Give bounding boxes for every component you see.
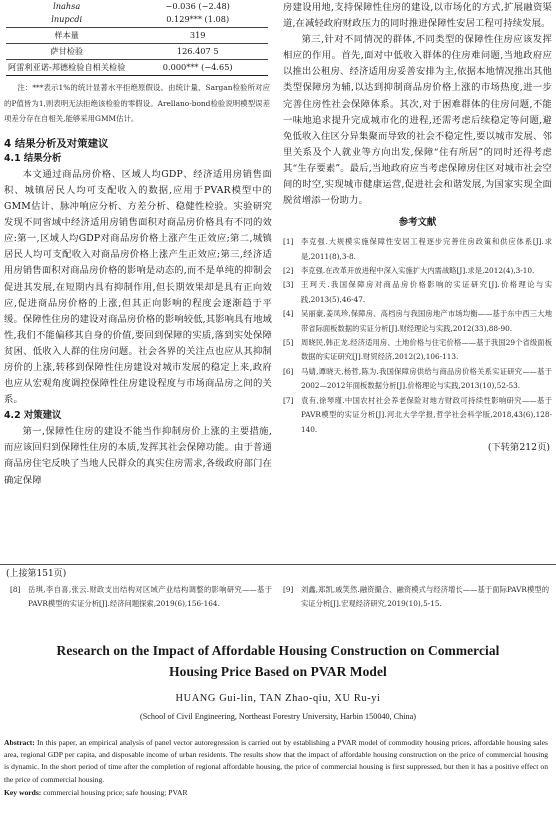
subsection-heading-results: 4.1 结果分析	[4, 152, 62, 164]
table-row	[6, 60, 268, 76]
table-cell-value: 126.407 5	[127, 44, 268, 60]
gmm-results-table	[6, 0, 268, 76]
reference-text: 王珂天.我国保障房对商品房价格影响的实证研究[J].价格理论与实践,2013(5),46-47.	[301, 280, 552, 304]
reference-text: 李克强.大规模实施保障性安居工程逐步完善住房政策和供应体系[J].求是,2011(8),3-8.	[301, 237, 552, 261]
english-abstract-block	[0, 640, 556, 799]
table-row	[6, 28, 268, 44]
table-cell-label: lnahsa	[53, 1, 81, 11]
reference-item	[283, 365, 552, 394]
reference-item	[283, 336, 552, 365]
reference-item	[283, 264, 552, 278]
reference-number: [1]	[283, 237, 294, 247]
reference-text: 马婧,谭晓天,杨哲,陈为.我国保障房供给与商品房价格关系实证研究——基于2002—2012年面板数据分析[J].价格理论与实践,2013(10),52-53.	[301, 366, 552, 391]
table-cell-value: 319	[127, 28, 268, 44]
table-row	[6, 12, 268, 28]
english-title-line: Housing Price Based on PVAR Model	[169, 664, 387, 679]
table-cell-label: lnupcdi	[51, 14, 83, 25]
table-cell-value: 0.000*** (−4.65)	[127, 60, 268, 76]
reference-text: 吴丽豪,姜凤珍,保障房、高档房与我国房地产市场均衡——基于东中西三大地带省际面板数据的实证分析[J].财经理论与实践,2012(33),88-90.	[301, 309, 552, 333]
reference-number: [2]	[283, 266, 294, 276]
carry-references-right	[283, 583, 549, 612]
table-cell-value: −0.036 (−2.48)	[165, 1, 230, 11]
reference-item	[10, 583, 272, 612]
reference-text: 岳琪,李自喜,张云.财政支出结构对区域产业结构调整的影响研究——基于PAVR模型的实证分析[J].经济问题探索,2019(6),156-164.	[28, 585, 272, 609]
authors: HUANG Gui-lin, TAN Zhao-qiu, XU Ru-yi	[175, 693, 381, 704]
section-divider	[0, 564, 556, 565]
reference-item	[283, 307, 552, 336]
suggestions-paragraph: 第一,保障性住房的建设不能当作抑制房价上涨的主要措施,而应该回归到保障性住房的本质,发挥其社会保障功能。由于普通商品房住宅反映了当地人民群众的真实住房需求,各级政府部门在确定保障	[4, 426, 272, 486]
reference-number: [9]	[283, 585, 294, 594]
reference-text: 李克强.在改革开放进程中深入实施扩大内需战略[J].求是,2012(4),3-10.	[301, 266, 535, 276]
reference-number: [3]	[283, 280, 294, 290]
table-row	[6, 44, 268, 60]
affiliation: (School of Civil Engineering, Northeast Forestry University, Harbin 150040, China)	[140, 712, 416, 721]
abstract	[4, 737, 548, 786]
reference-number: [5]	[283, 338, 294, 348]
reference-text: 袁有,徐琴瑾.中国农村社会养老保险对地方财政可持续性影响研究——基于PAVR模型的实证分析[J].河北大学学报,哲学社会科学版,2018,43(6),128-140.	[301, 395, 552, 434]
reference-item	[283, 583, 549, 612]
reference-text: 刘鑫,郑凯,戚笑然.融资撮合、融资模式与经济增长——基于面际PAVR模型的实证分析[J].宏观经济研究,2019(10),5-15.	[301, 585, 549, 609]
keywords	[4, 787, 548, 799]
keywords-label: Key words:	[4, 787, 42, 797]
results-paragraph: 本文通过商品房价格、区域人均GDP、经济适用房销售面积、城镇居民人均可支配收入的数据,应用于PVAR模型中的GMM估计、脉冲响应分析、方差分析、稳健性检验。实验研究发现不同省域中经济适用房销售面积对商品房价格具有不同的效应:第一,区域人均GDP对商品房价格上涨产生正效应;第二,城镇居民人均可支配收入对商品房价格上涨产生正效应;第三,经济适用房销售面积对商品房价格的影响是动态的,而不是单纯的抑制会促进其发展,在短期内具有抑制作用,但长期效果却是具有正向效应,促进商品房价格的上涨,但其正向影响的程度会逐渐趋于平缓。保障性住房的建设对商品房价格的影响较低,其影响具有地域性,我们不能偏移其自身的价值,要回到保障的实质,落到实处保障贫困、低收入人群的住房问题。社会各界的关注点也应从其抑制房价的上涨,转移到保障性住房建设对城市发展的稳定上来,政府也应从宏观角度调控保障性住房建设程度与市场商品房之间的关系。	[4, 168, 272, 406]
section-heading: 4 结果分析及对策建议	[4, 137, 109, 150]
table-cell-label: 萨甘检验	[6, 44, 127, 60]
english-title-line: Research on the Impact of Affordable Housing Construction on Commercial	[56, 643, 500, 658]
keywords-text: commercial housing price; safe housing; PVAR	[41, 787, 188, 797]
table-note: 注：***表示1%的统计显著水平拒绝原假设。由统计量、Sargan检验所对应的P值皆为1,则表明无法拒绝该检验的零假设。Arellano-bond检验说明模型误差项差分存在自相关,能够采用GMM估计。	[4, 83, 270, 124]
continued-paragraph: 房建设用地,支持保障性住房的建设,以市场化的方式,扩展融资渠道,在减轻政府财政压力的同时推进保障性安居工程可持续发展。	[283, 2, 552, 30]
paragraph-third-point: 第三,针对不同情况的群体,不同类型的保障性住房应该发挥相应的作用。首先,面对中低收入群体的住房难问题,当地政府应以推出公租房、经济适用房妥善安排为主,依据本地情况推出其他类型保障房为辅,以达到抑制商品房价格上涨的市场热度,进一步完善住房性社会保障体系。其次,对于困难群体的住房问题,不能一味地追求提升完成城市化的进程,还需考虑后续稳定等问题,避免低收入住区分异集聚而导致的社会不稳定性,要以城市发展、邻里关系及个人就业等方向出发,保障“住有所居”的同时还得考虑其“生存要素”。最后,当地政府应当考虑保障房住区对城市社会空间的时空,实现城市健康运营,促进社会和谐发展,为国家实现全面脱贫增添一份助力。	[283, 34, 552, 207]
left-column	[4, 0, 272, 489]
english-title	[0, 640, 556, 682]
reference-number: [6]	[283, 366, 294, 376]
carry-references-left	[10, 583, 272, 612]
table-cell-label: 阿雷利亚诺-邦德检验自相关检验	[6, 60, 127, 76]
reference-item	[283, 235, 552, 264]
continued-on-page-note: (下转第212页)	[487, 441, 550, 453]
reference-text: 周晓民,韩正龙.经济适用房、土地价格与住宅价格——基于我国29个省级面板数据的实证研究[J].财贸经济,2012(2),106-113.	[301, 338, 552, 362]
abstract-text: In this paper, an empirical analysis of panel vector autoregression is carried out by establishing a PVAR model of commodity housing prices, affordable housing sales area, regional GDP per capita, and disposable income of urban residents. The results show that the impact of affordable housing construction on the price of commercial housing is dynamic. In the short period of time after the completion of regional affordable housing, the price of commercial housing is first suppressed, but then it has a positive effect on the price of commercial housing.	[4, 738, 548, 784]
reference-number: [7]	[283, 395, 294, 405]
subsection-heading-suggestions: 4.2 对策建议	[4, 410, 62, 422]
reference-number: [8]	[10, 585, 21, 594]
reference-item	[283, 278, 552, 307]
right-column	[283, 0, 552, 456]
reference-item	[283, 394, 552, 437]
references-heading: 参考文献	[398, 217, 437, 229]
table-cell-value: 0.129*** (1.08)	[166, 14, 230, 25]
continued-from-page-note: (上接第151页)	[6, 569, 67, 579]
reference-number: [4]	[283, 309, 294, 319]
table-cell-label: 样本量	[6, 28, 127, 44]
table-row	[6, 0, 268, 12]
abstract-label: Abstract:	[4, 738, 35, 747]
